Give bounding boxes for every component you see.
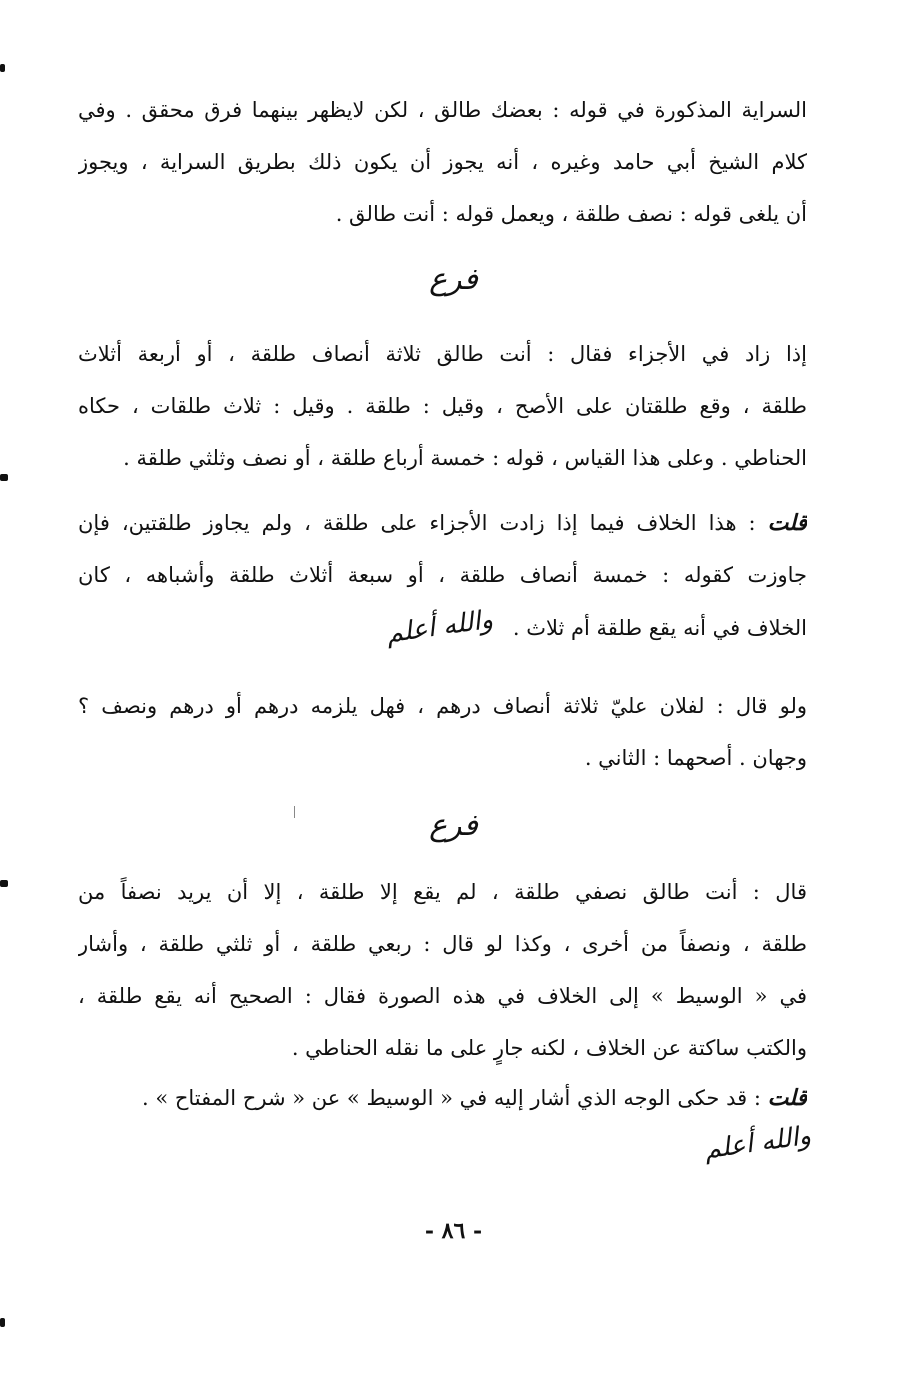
paragraph-2-line-2: طلقة ، وقع طلقتان على الأصح ، وقيل : طلقة . وقيل : ثلاث طلقات ، حكاه xyxy=(78,394,807,418)
qalat-label: قلت xyxy=(767,510,807,536)
paragraph-3-line-1 xyxy=(78,497,807,549)
paragraph-6 xyxy=(78,1072,807,1124)
paragraph-5-line-4: والكتب ساكتة عن الخلاف ، لكنه جارٍ على ما نقله الحناطي . xyxy=(291,1036,807,1060)
paragraph-1-line-2: كلام الشيخ أبي حامد وغيره ، أنه يجوز أن يكون ذلك بطريق السراية ، ويجوز xyxy=(78,150,807,174)
scan-edge-mark xyxy=(0,64,5,72)
section-heading-1: فرع xyxy=(429,262,478,297)
paragraph-2 xyxy=(78,328,807,484)
qalat-label-2: قلت xyxy=(767,1085,807,1111)
scan-edge-mark xyxy=(0,880,8,887)
paragraph-1-line-3: أن يلغى قوله : نصف طلقة ، ويعمل قوله : أنت طالق . xyxy=(335,202,807,226)
paragraph-5-line-1: قال : أنت طالق نصفي طلقة ، لم يقع إلا طلقة ، إلا أن يريد نصفاً من xyxy=(78,880,807,904)
paragraph-6-line-1-text: : قد حكى الوجه الذي أشار إليه في « الوسيط » عن « شرح المفتاح » . xyxy=(141,1086,761,1110)
paragraph-4-line-2: وجهان . أصحهما : الثاني . xyxy=(584,746,807,770)
paragraph-4 xyxy=(78,680,807,784)
closing-formula-2: والله أعلم xyxy=(702,1120,813,1166)
paragraph-5-line-3: في « الوسيط » إلى الخلاف في هذه الصورة فقال : الصحيح أنه يقع طلقة ، xyxy=(78,984,807,1008)
closing-formula-1: والله أعلم xyxy=(384,604,495,650)
paragraph-3-line-1-text: : هذا الخلاف فيما إذا زادت الأجزاء على طلقة ، ولم يجاوز طلقتين، فإن xyxy=(78,511,756,535)
paragraph-3 xyxy=(78,497,807,653)
section-heading-2: فرع xyxy=(429,808,478,843)
paragraph-3-line-3 xyxy=(78,601,807,653)
paragraph-5 xyxy=(78,866,807,1074)
paragraph-3-line-2: جاوزت كقوله : خمسة أنصاف طلقة ، أو سبعة أثلاث طلقة وأشباهه ، كان xyxy=(78,563,807,587)
page-number: - ٨٦ - xyxy=(424,1218,483,1244)
scan-speck xyxy=(294,806,295,818)
paragraph-1 xyxy=(78,84,807,240)
paragraph-2-line-3: الحناطي . وعلى هذا القياس ، قوله : خمسة أرباع طلقة ، أو نصف وثلثي طلقة . xyxy=(123,446,807,470)
scan-edge-mark xyxy=(0,1318,5,1327)
paragraph-3-line-3-text: الخلاف في أنه يقع طلقة أم ثلاث . xyxy=(512,616,807,640)
paragraph-6-line-1 xyxy=(78,1072,807,1124)
paragraph-1-line-1: السراية المذكورة في قوله : بعضك طالق ، لكن لايظهر بينهما فرق محقق . وفي xyxy=(78,98,807,122)
paragraph-2-line-1: إذا زاد في الأجزاء فقال : أنت طالق ثلاثة أنصاف طلقة ، أو أربعة أثلاث xyxy=(78,342,807,366)
paragraph-5-line-2: طلقة ، ونصفاً من أخرى ، وكذا لو قال : ربعي طلقة ، أو ثلثي طلقة ، وأشار xyxy=(78,932,807,956)
scan-edge-mark xyxy=(0,474,8,481)
paragraph-4-line-1: ولو قال : لفلان عليّ ثلاثة أنصاف درهم ، فهل يلزمه درهم أو درهم ونصف ؟ xyxy=(78,694,807,718)
